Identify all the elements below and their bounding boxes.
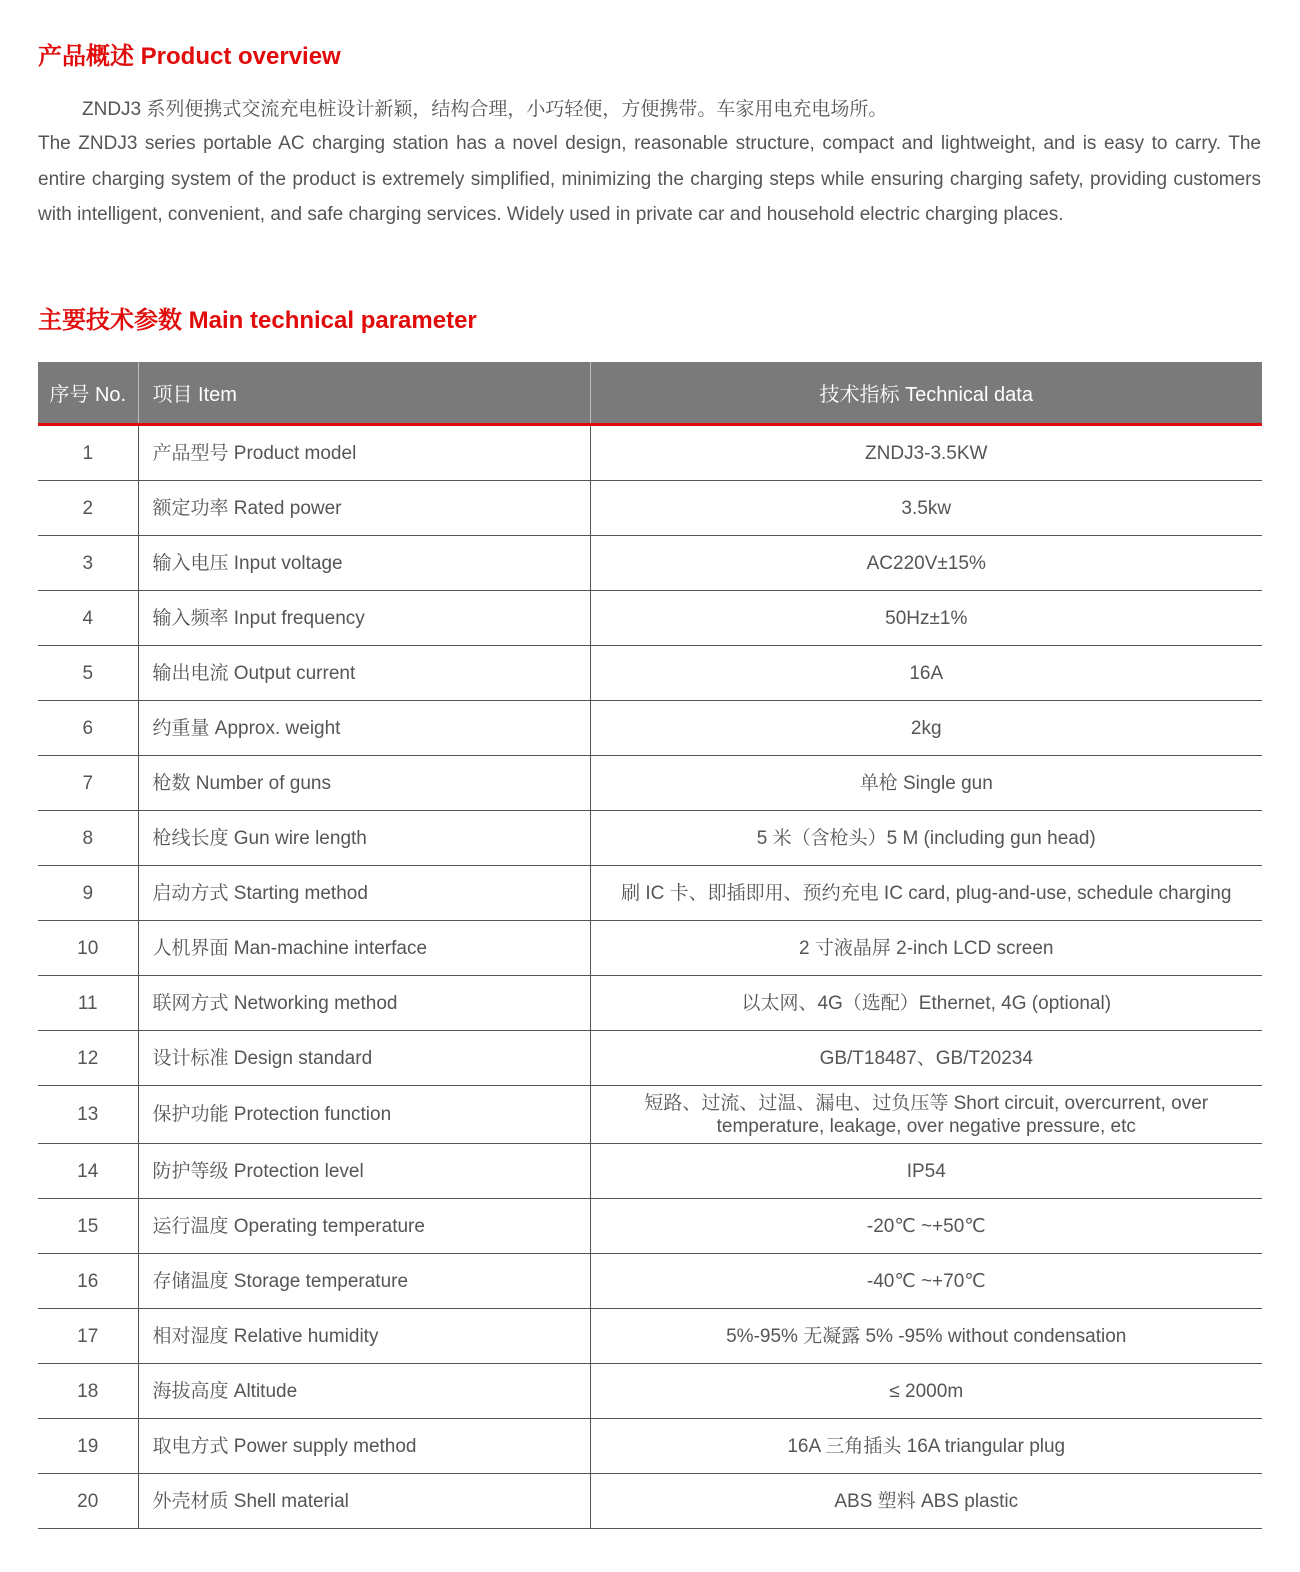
table-row (38, 811, 1262, 866)
row-number: 16 (38, 1254, 138, 1309)
row-item: 约重量 Approx. weight (138, 701, 590, 756)
row-data: GB/T18487、GB/T20234 (590, 1031, 1262, 1086)
params-title: 主要技术参数 Main technical parameter (38, 307, 477, 334)
row-number: 7 (38, 756, 138, 811)
parameter-table (38, 362, 1262, 1529)
row-data: -20℃ ~+50℃ (590, 1199, 1262, 1254)
row-number: 17 (38, 1309, 138, 1364)
row-number: 20 (38, 1474, 138, 1529)
table-row (38, 1309, 1262, 1364)
row-item: 设计标准 Design standard (138, 1031, 590, 1086)
row-number: 6 (38, 701, 138, 756)
row-data: IP54 (590, 1144, 1262, 1199)
header-data: 技术指标 Technical data (590, 362, 1262, 425)
row-number: 10 (38, 921, 138, 976)
row-number: 19 (38, 1419, 138, 1474)
table-row (38, 536, 1262, 591)
row-item: 枪数 Number of guns (138, 756, 590, 811)
row-number: 8 (38, 811, 138, 866)
row-data: 5%-95% 无凝露 5% -95% without condensation (590, 1309, 1262, 1364)
table-row (38, 1474, 1262, 1529)
table-row (38, 481, 1262, 536)
row-data: 刷 IC 卡、即插即用、预约充电 IC card, plug-and-use, schedule charging (590, 866, 1262, 921)
table-row (38, 1419, 1262, 1474)
row-number: 18 (38, 1364, 138, 1419)
row-item: 防护等级 Protection level (138, 1144, 590, 1199)
row-item: 输出电流 Output current (138, 646, 590, 701)
row-data: 以太网、4G（选配）Ethernet, 4G (optional) (590, 976, 1262, 1031)
row-item: 保护功能 Protection function (138, 1086, 590, 1144)
row-data: 2kg (590, 701, 1262, 756)
row-number: 2 (38, 481, 138, 536)
overview-text-en: The ZNDJ3 series portable AC charging station has a novel design, reasonable structure, compact and lightweight, and is easy to carry. The entire charging system of the product is extremely simplified, minimizing the charging steps while ensuring charging safety, providing customers with intelligent, convenient, and safe charging services. Widely used in private car and household electric charging places. (38, 133, 1261, 225)
row-data: 3.5kw (590, 481, 1262, 536)
row-data: 5 米（含枪头）5 M (including gun head) (590, 811, 1262, 866)
row-data: ZNDJ3-3.5KW (590, 425, 1262, 481)
row-item: 存储温度 Storage temperature (138, 1254, 590, 1309)
table-row (38, 1199, 1262, 1254)
row-data: 单枪 Single gun (590, 756, 1262, 811)
table-row (38, 701, 1262, 756)
overview-text-cn: ZNDJ3 系列便携式交流充电桩设计新颖，结构合理，小巧轻便，方便携带。车家用电充电场所。 (82, 99, 888, 120)
row-item: 外壳材质 Shell material (138, 1474, 590, 1529)
row-number: 11 (38, 976, 138, 1031)
table-row (38, 921, 1262, 976)
row-data: 2 寸液晶屏 2-inch LCD screen (590, 921, 1262, 976)
header-item: 项目 Item (138, 362, 590, 425)
row-data: 短路、过流、过温、漏电、过负压等 Short circuit, overcurrent, over temperature, leakage, over negative pressure, etc (590, 1086, 1262, 1144)
table-row (38, 1144, 1262, 1199)
row-number: 1 (38, 425, 138, 481)
row-item: 启动方式 Starting method (138, 866, 590, 921)
row-item: 产品型号 Product model (138, 425, 590, 481)
table-header-row (38, 362, 1262, 425)
row-item: 取电方式 Power supply method (138, 1419, 590, 1474)
row-number: 9 (38, 866, 138, 921)
table-row (38, 1364, 1262, 1419)
table-row (38, 591, 1262, 646)
row-data: ABS 塑料 ABS plastic (590, 1474, 1262, 1529)
table-row (38, 866, 1262, 921)
row-number: 5 (38, 646, 138, 701)
row-item: 海拔高度 Altitude (138, 1364, 590, 1419)
row-number: 4 (38, 591, 138, 646)
row-item: 输入电压 Input voltage (138, 536, 590, 591)
row-data: ≤ 2000m (590, 1364, 1262, 1419)
table-row (38, 976, 1262, 1031)
row-item: 运行温度 Operating temperature (138, 1199, 590, 1254)
row-number: 12 (38, 1031, 138, 1086)
row-item: 枪线长度 Gun wire length (138, 811, 590, 866)
row-data: -40℃ ~+70℃ (590, 1254, 1262, 1309)
header-no: 序号 No. (38, 362, 138, 425)
row-number: 15 (38, 1199, 138, 1254)
row-item: 相对湿度 Relative humidity (138, 1309, 590, 1364)
row-number: 13 (38, 1086, 138, 1144)
row-item: 额定功率 Rated power (138, 481, 590, 536)
table-row (38, 1254, 1262, 1309)
row-item: 输入频率 Input frequency (138, 591, 590, 646)
table-row (38, 756, 1262, 811)
overview-title: 产品概述 Product overview (38, 43, 341, 70)
row-item: 联网方式 Networking method (138, 976, 590, 1031)
table-body (38, 425, 1262, 1529)
row-number: 14 (38, 1144, 138, 1199)
row-item: 人机界面 Man-machine interface (138, 921, 590, 976)
row-data: 16A (590, 646, 1262, 701)
row-data: AC220V±15% (590, 536, 1262, 591)
row-data: 16A 三角插头 16A triangular plug (590, 1419, 1262, 1474)
table-row (38, 1031, 1262, 1086)
row-number: 3 (38, 536, 138, 591)
table-row (38, 425, 1262, 481)
table-row (38, 1086, 1262, 1144)
table-row (38, 646, 1262, 701)
row-data: 50Hz±1% (590, 591, 1262, 646)
